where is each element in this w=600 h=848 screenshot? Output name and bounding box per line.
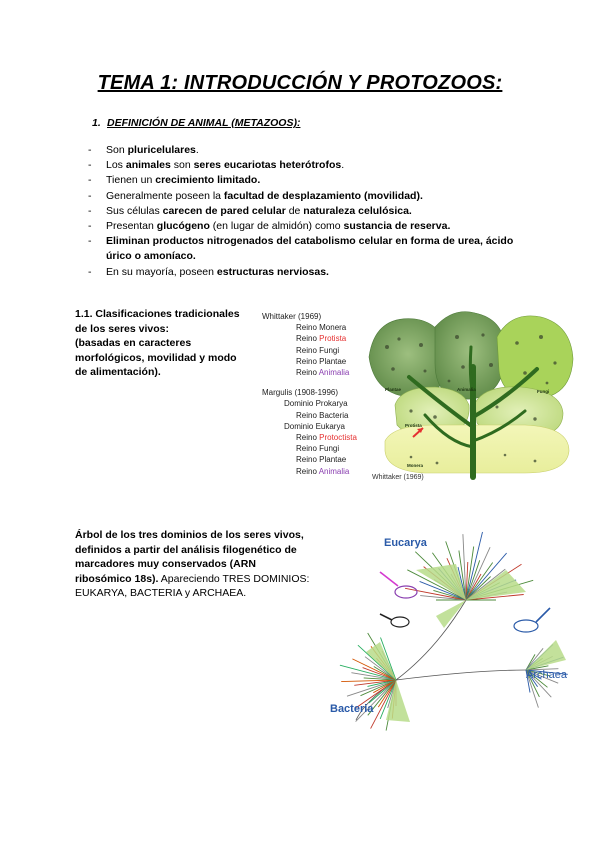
bold-span: pluricelulares [127, 144, 196, 156]
kingdom-item [262, 466, 357, 477]
domain-prokarya: Dominio Prokarya [284, 399, 348, 409]
classifications-title-line: 1.1. Clasificaciones tradicionales [75, 308, 240, 320]
list-item-text [106, 143, 199, 158]
kingdom-item [262, 333, 357, 344]
monera-label: Monera [407, 463, 424, 468]
classifications-note-line: morfológicos, movilidad y modo [75, 351, 237, 364]
list-item [88, 219, 528, 234]
text-span: Sus células [106, 204, 163, 217]
bullet-dash: - [88, 204, 92, 217]
list-item-text [106, 265, 329, 280]
bold-span: naturaleza celulósica. [303, 204, 412, 217]
classifications-note-line: de alimentación). [75, 366, 161, 378]
bullet-dash: - [88, 265, 92, 278]
kingdom-item [262, 322, 357, 333]
bold-span: facultad de desplazamiento (movilidad). [223, 189, 423, 202]
kingdom-prefix: Reino [296, 466, 319, 476]
list-item-text [106, 234, 528, 264]
kingdom-prefix: Reino [296, 345, 320, 355]
kingdom-item [262, 410, 357, 421]
bullet-dash: - [88, 174, 92, 187]
kingdom-prefix: Reino [296, 455, 320, 465]
domains-normal-text: Apareciendo TRES DOMINIOS: EUKARYA, BACTERIA y ARCHAEA. [75, 572, 310, 599]
bold-span: seres eucariotas heterótrofos [193, 159, 342, 172]
kingdom-prefix: Reino [296, 444, 320, 454]
whittaker-kingdoms [262, 322, 357, 378]
text-span: de [285, 204, 304, 217]
protista-label: Protista [405, 423, 422, 428]
animalia-label: Animalia [457, 387, 476, 392]
kingdom-name: Monera [319, 323, 347, 333]
bold-span: crecimiento limitado. [155, 174, 261, 187]
kingdom-prefix: Reino [296, 356, 320, 366]
text-span: Generalmente poseen la [106, 189, 224, 202]
kingdom-name: Plantae [319, 455, 347, 465]
list-item [88, 204, 528, 219]
classifications-note-line: (basadas en caracteres [75, 337, 192, 349]
kingdom-prefix: Reino [296, 368, 319, 378]
text-span: . [341, 159, 345, 172]
section-number: 1. [92, 117, 101, 129]
text-span: Tienen un [106, 174, 156, 187]
list-item-text [106, 189, 423, 204]
kingdom-item [262, 356, 357, 367]
bacteria-label: Bacteria [330, 703, 374, 715]
bullet-dash: - [88, 220, 92, 233]
domains-paragraph [75, 528, 315, 601]
kingdom-item [262, 432, 357, 443]
kingdom-name: Protoctista [319, 433, 357, 443]
fungi-lobe [497, 316, 573, 399]
kingdom-prefix: Reino [296, 433, 320, 443]
text-span: Presentan [106, 220, 157, 233]
bullet-dash: - [88, 235, 92, 248]
bold-span: carecen de pared celular [162, 204, 286, 217]
list-item-text [106, 158, 344, 173]
list-item [88, 158, 528, 173]
kingdom-name: Fungi [319, 345, 340, 355]
eukarya-label: Eucarya [384, 537, 427, 549]
margulis-title: Margulis (1908-1996) [262, 388, 339, 398]
domain-eukarya: Dominio Eukarya [284, 421, 345, 431]
bullet-dash: - [88, 144, 92, 156]
text-span: Los [106, 159, 126, 172]
classifications-title-line: de los seres vivos: [75, 322, 169, 335]
kingdom-name: Animalia [318, 466, 350, 476]
list-item [88, 234, 528, 264]
eukarya-kingdoms [262, 432, 357, 477]
fungi-label: Fungi [537, 389, 550, 394]
kingdom-name: Animalia [318, 368, 350, 378]
classifications-heading [75, 307, 265, 380]
three-domains-tree-figure [326, 530, 578, 740]
list-item [88, 143, 528, 158]
list-item-text [106, 219, 450, 234]
text-span: Son [106, 144, 128, 156]
kingdom-lists [262, 311, 357, 477]
kingdom-item [262, 367, 357, 378]
text-span: (en lugar de almidón) como [209, 220, 344, 233]
kingdom-name: Protista [319, 334, 347, 344]
list-item-text [106, 204, 412, 219]
page-title: TEMA 1: INTRODUCCIÓN Y PROTOZOOS: [97, 72, 503, 94]
kingdom-name: Fungi [319, 444, 340, 454]
bold-span: animales [125, 159, 171, 172]
text-span: . [195, 144, 199, 156]
kingdom-name: Plantae [319, 356, 347, 366]
bold-span: estructuras nerviosas. [216, 265, 329, 278]
archaea-label: Archaea [526, 669, 567, 681]
whittaker-caption: Whittaker (1969) [372, 474, 424, 481]
kingdom-item [262, 443, 357, 454]
bold-span: sustancia de reserva. [343, 220, 451, 233]
bullet-dash: - [88, 189, 92, 202]
section-title: DEFINICIÓN DE ANIMAL (METAZOOS): [107, 117, 301, 129]
list-item [88, 189, 528, 204]
list-item [88, 265, 528, 280]
definition-list [88, 143, 528, 280]
kingdom-item [262, 454, 357, 465]
whittaker-tree-figure [365, 307, 577, 489]
plantae-label: Plantae [385, 387, 402, 392]
kingdom-prefix: Reino [296, 334, 320, 344]
bold-span: glucógeno [156, 220, 210, 233]
text-span: son [170, 159, 194, 172]
kingdom-prefix: Reino [296, 323, 320, 333]
section-heading [92, 117, 300, 129]
domains-bold-text: Árbol de los tres dominios de los seres vivos, definidos a partir del análisis filogenético de marcadores muy conservados (ARN ribosómico 18s). [75, 529, 304, 585]
list-item-text [106, 173, 260, 188]
kingdom-name: Bacteria [319, 410, 349, 420]
bold-span: Eliminan productos nitrogenados del catabolismo celular en forma de urea, ácido úrico o amoníaco. [106, 235, 514, 263]
text-span: En su mayoría, poseen [106, 265, 217, 278]
kingdom-prefix: Reino [296, 410, 320, 420]
prokarya-kingdoms [262, 410, 357, 421]
bullet-dash: - [88, 159, 92, 172]
kingdom-item [262, 345, 357, 356]
whittaker-title: Whittaker (1969) [262, 312, 322, 321]
list-item [88, 173, 528, 188]
